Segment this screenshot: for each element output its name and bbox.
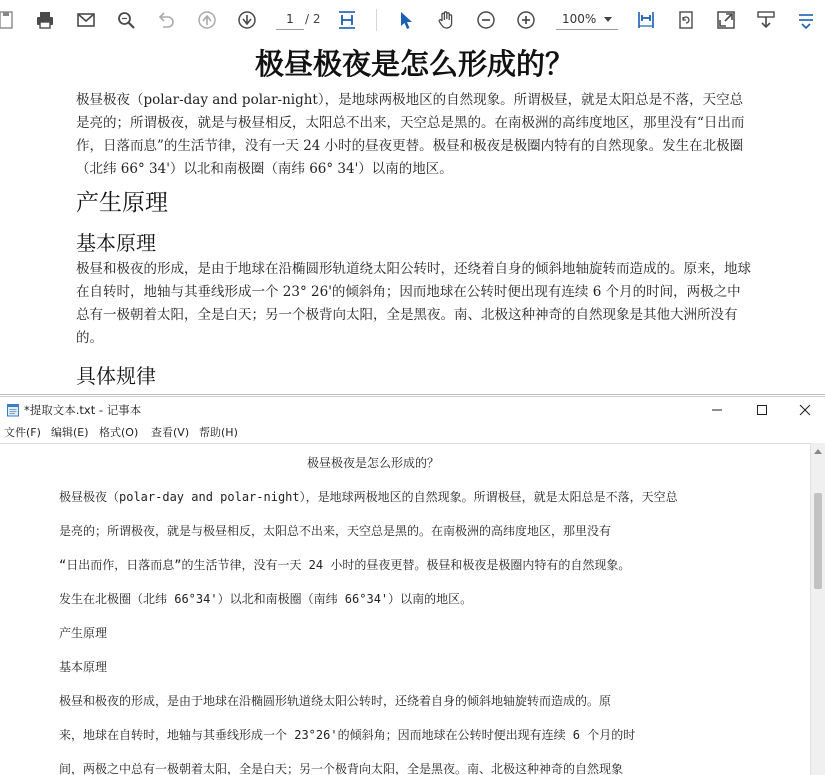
undo-icon[interactable] [153,7,179,33]
email-icon[interactable] [73,7,99,33]
notepad-window [0,396,825,775]
maximize-icon [756,404,768,416]
text-line: “日出而作，日落而息”的生活节律，没有一天 24 小时的昼夜更替。极昼和极夜是极圈内特有的自然现象。 [59,558,631,572]
menu-edit[interactable]: 编辑(E) [51,426,89,439]
pdf-toolbar [0,0,825,40]
close-icon [799,404,811,416]
text-line: 产生原理 [59,626,108,640]
zoom-value: 100% [562,12,597,26]
search-icon[interactable] [113,7,139,33]
minimize-icon [711,404,723,416]
text-line: 间，两极之中总有一极朝着太阳，全是白天；另一个极背向太阳，全是黑夜。南、北极这种神奇的自然现象 [59,762,624,775]
scrollbar-thumb[interactable] [814,493,822,589]
close-button[interactable] [783,397,825,423]
fullscreen-icon[interactable] [713,7,739,33]
notepad-menubar [0,423,825,443]
more-tools-icon[interactable] [793,7,819,33]
save-icon[interactable] [0,7,18,33]
download-icon[interactable] [753,7,779,33]
prev-page-icon[interactable] [194,7,220,33]
subsection-heading-basic: 基本原理 [76,231,156,255]
text-line: 发生在北极圈（北纬 66°34'）以北和南极圈（南纬 66°34'）以南的地区。 [59,592,473,606]
window-title: *提取文本.txt - 记事本 [24,403,142,417]
menu-format[interactable]: 格式(O) [99,426,139,439]
maximize-button[interactable] [740,397,784,423]
chevron-down-icon [604,17,612,22]
page-number-input[interactable]: 1 [276,8,304,30]
scroll-up-arrow-icon[interactable] [814,449,822,454]
page-total-label: / 2 [305,12,321,26]
text-line: 基本原理 [59,660,108,674]
zoom-out-icon[interactable] [473,7,499,33]
next-page-icon[interactable] [234,7,260,33]
vertical-scrollbar[interactable] [810,443,825,775]
minimize-button[interactable] [695,397,739,423]
fit-width-icon[interactable] [633,7,659,33]
text-line: 极昼极夜（polar-day and polar-night），是地球两极地区的自然现象。所谓极昼，就是太阳总是不落，天空总 [59,490,678,504]
notepad-app-icon [6,403,20,417]
print-icon[interactable] [32,7,58,33]
notepad-text-area[interactable] [0,443,810,775]
section-heading: 产生原理 [76,190,168,216]
text-line: 来，地球在自转时，地轴与其垂线形成一个 23°26'的倾斜角；因而地球在公转时便出现有连续 6 个月的时 [59,728,636,742]
document-title: 极昼极夜是怎么形成的？ [254,47,574,81]
toolbar-divider [376,9,377,31]
menu-view[interactable]: 查看(V) [151,426,190,439]
hand-tool-icon[interactable] [433,7,459,33]
select-cursor-icon[interactable] [393,7,419,33]
text-line: 极昼和极夜的形成，是由于地球在沿椭圆形轨道绕太阳公转时，还绕着自身的倾斜地轴旋转而造成的。原 [59,694,612,708]
notepad-titlebar[interactable] [0,397,825,423]
subsection-heading-rules: 具体规律 [76,364,156,388]
menu-help[interactable]: 帮助(H) [199,426,238,439]
text-line: 极昼极夜是怎么形成的？ [307,456,440,470]
document-paragraph-principle: 极昼和极夜的形成，是由于地球在沿椭圆形轨道绕太阳公转时，还绕着自身的倾斜地轴旋转而造成的。原来，地球在自转时，地轴与其垂线形成一个 23° 26'的倾斜角；因而地球在公转时便出现有连续 6 个月的时间，两极之中总有一极朝着太阳，全是白天；另一个极背向太阳，全是黑夜。南、北极这种神奇的自然现象是其他大洲所没有的。 [76,261,751,346]
pdf-page [0,40,825,395]
rotate-page-icon[interactable] [673,7,699,33]
document-paragraph-intro: 极昼极夜（polar-day and polar-night），是地球两极地区的自然现象。所谓极昼，就是太阳总是不落，天空总是亮的；所谓极夜，就是与极昼相反，太阳总不出来，天空总是黑的。在南极洲的高纬度地区，那里没有“日出而作，日落而息”的生活节律，没有一天 24 小时的昼夜更替。极昼和极夜是极圈内特有的自然现象。发生在北极圈（北纬 66° 34'）以北和南极圈（南纬 66° 34'）以南的地区。 [76,92,745,177]
text-line: 是亮的；所谓极夜，就是与极昼相反，太阳总不出来，天空总是黑的。在南极洲的高纬度地区，那里没有 [59,524,612,538]
zoom-select[interactable] [556,8,618,30]
menu-file[interactable]: 文件(F) [4,426,41,439]
zoom-in-icon[interactable] [513,7,539,33]
fit-page-icon[interactable] [334,7,360,33]
